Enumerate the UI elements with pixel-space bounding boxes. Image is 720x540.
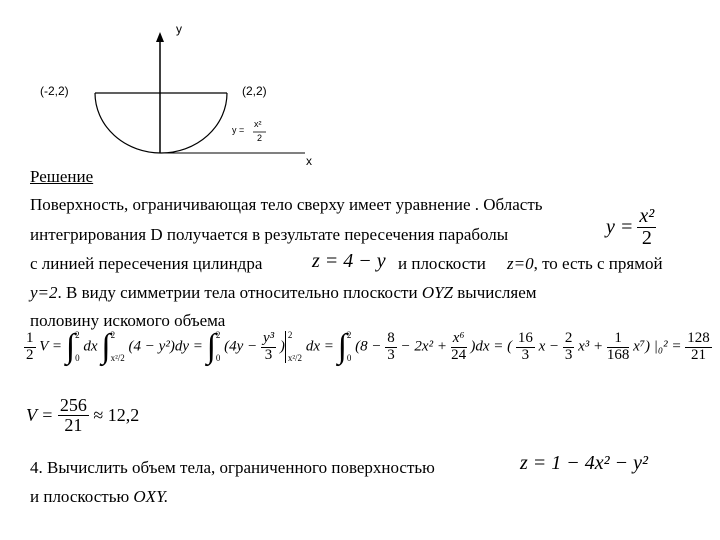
result-den: 21 [64, 414, 83, 435]
frac-y3: $\frac{\text{y³}}{3}$ [262, 329, 275, 363]
half-den: 2 [26, 346, 34, 363]
integrand-3: (8 − [355, 338, 382, 355]
eval-bar-1: 2 x²/2 [285, 331, 302, 363]
integrand-1: (4 − y²)dy = [128, 338, 203, 355]
integrand-8: x⁷) |₀² = [633, 338, 682, 355]
integral-sign-3: ∫ [206, 328, 216, 365]
volume-integral [24, 330, 712, 364]
limits-1: 2 0 [75, 330, 80, 363]
parabola-curve [95, 93, 227, 153]
integrand-close: ) [279, 338, 285, 355]
integral-sign-4: ∫ [337, 328, 347, 365]
result-lhs: V = [26, 404, 54, 425]
integral-sign-1: ∫ [65, 328, 76, 365]
integral-v: V = [39, 338, 63, 355]
half-fraction [24, 331, 36, 364]
cylinder-formula: z = 4 − y [312, 250, 386, 272]
integrand-dx: dx = [305, 338, 334, 355]
integrand-6: x − [538, 338, 560, 355]
text-line-4: y=2. В виду симметрии тела относительно плоскости OYZ вычисляем [30, 283, 537, 302]
result-approx: ≈ 12,2 [93, 404, 140, 425]
limits-4: 2 0 [346, 330, 352, 363]
surface-formula: z = 1 − 4x² − y² [520, 452, 649, 474]
curve-label-den: 2 [257, 133, 263, 143]
integrand-4: − 2x² + [400, 338, 447, 355]
x-axis-label: x [306, 154, 312, 168]
half-num: 1 [26, 329, 34, 346]
frac-2-3: $\frac{2}{3}$ [564, 329, 573, 363]
frac-x6: $\frac{\text{x⁶}}{24}$ [451, 329, 467, 363]
point-right-label: (2,2) [242, 84, 267, 98]
curve-label-num: x² [254, 119, 262, 129]
integrand-5: )dx = ( [470, 338, 513, 355]
frac-8-3: $\frac{8}{3}$ [387, 329, 395, 363]
integrand-2: (4y − [224, 338, 258, 355]
text-line-5: половину искомого объема [30, 311, 226, 330]
volume-result [26, 396, 139, 435]
parabola-fraction [637, 206, 656, 249]
limits-2: 2 x²/2 [110, 330, 125, 363]
task-line-2: и плоскостью OXY. [30, 487, 169, 506]
text-line-3b: и плоскости [398, 254, 486, 273]
text-line-3a: с линией пересечения цилиндра [30, 254, 263, 273]
text-line-1: Поверхность, ограничивающая тело сверху имеет уравнение . Область [30, 195, 543, 214]
frac-16-3: $\frac{16}{3}$ [517, 329, 533, 363]
y-axis-arrow [156, 32, 164, 42]
integral-sign-2: ∫ [101, 328, 111, 365]
parabola-den: 2 [641, 227, 652, 249]
integrand-7: x³ + [578, 338, 604, 355]
task-line-1: 4. Вычислить объем тела, ограниченного поверхностью [30, 458, 435, 477]
result-num: 256 [59, 395, 87, 415]
integral-dx: dx [83, 338, 98, 355]
curve-label-lhs: y = [232, 125, 245, 135]
point-left-label: (-2,2) [40, 84, 69, 98]
frac-128-21: $\frac{128}{21}$ [687, 329, 710, 363]
y-axis-label: y [176, 22, 182, 36]
parabola-formula [606, 206, 656, 249]
parabola-num: x² [639, 205, 655, 227]
text-line-3c: z=0, то есть с прямой [507, 254, 663, 273]
parabola-lhs: y = [606, 216, 634, 238]
text-line-2: интегрирования D получается в результате пересечения параболы [30, 225, 509, 244]
solution-heading: Решение [30, 167, 94, 186]
result-fraction [58, 396, 89, 435]
limits-3: 2 0 [215, 330, 221, 363]
frac-1-168: $\frac{1}{168}$ [606, 329, 630, 363]
